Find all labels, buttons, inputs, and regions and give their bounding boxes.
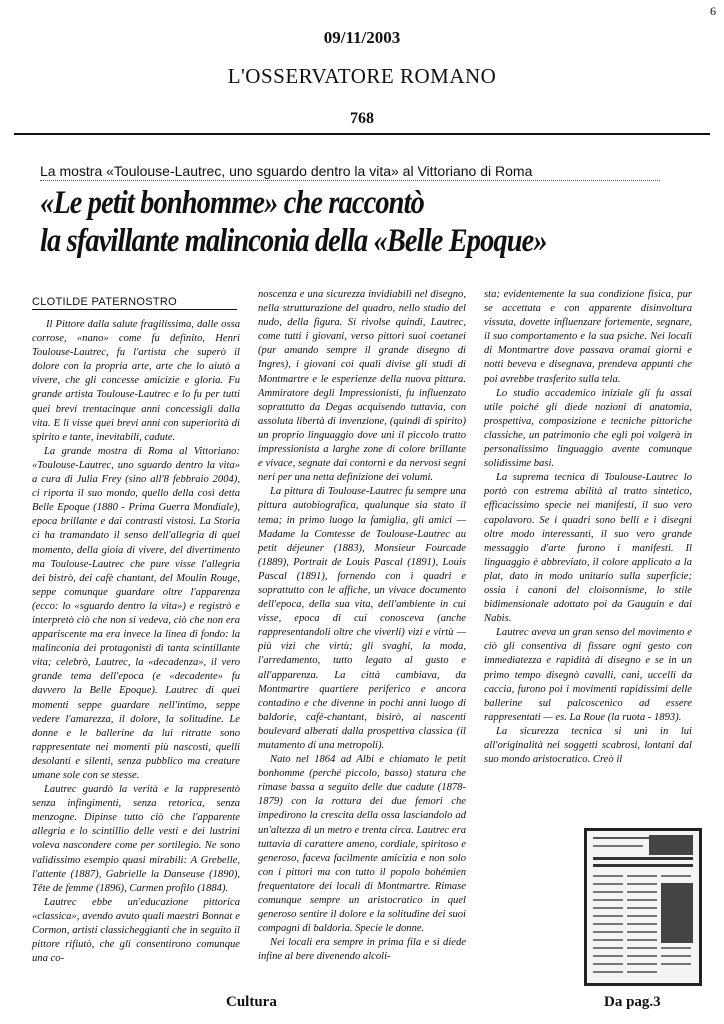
article-byline: CLOTILDE PATERNOSTRO bbox=[32, 296, 237, 310]
paragraph: La suprema tecnica di Toulouse-Lautrec lo portò con estrema abilità al tratto sintetico, efficacissimo specie nei manifesti, il suo vero capolavoro. Se i quadri sono belli e i disegni oltre modo interessanti, il suo vero grande messaggio d'arte furono i manifesti. Il linguaggio è abbreviato, il colore applicato a la plat, dato in modo unitario sulla superficie; ossia i canoni del cloisonnisme, lo stile bidimensionale adottato poi da Gauguin e dai Nabis. bbox=[484, 472, 692, 625]
newspaper-name: L'OSSERVATORE ROMANO bbox=[227, 64, 497, 88]
paragraph: La sicurezza tecnica si unì in lui all'originalità nei soggetti scabrosi, lontani dal suo mondo aristocratico. Creò il bbox=[484, 725, 692, 766]
article-column-1 bbox=[32, 318, 240, 966]
article-column-3 bbox=[484, 288, 692, 767]
page-thumbnail bbox=[584, 828, 702, 986]
section-label: Cultura bbox=[226, 994, 277, 1010]
paragraph: Lautrec aveva un gran senso del movimento e ciò gli consentiva di fissare ogni gesto con immediatezza e rapidità di disegno e se in un primo tempo disegnò cavalli, cani, uccelli da caccia, furono poi i movimenti rapidissimi delle ballerine sul palcoscenico ad essere rappresentati — es. La Roue (la ruota - 1893). bbox=[484, 627, 692, 723]
paragraph: Lautrec ebbe un'educazione pittorica «classica», avendo avuto quali maestri Bonnat e Cormon, artisti classicheggianti che in seguito il pittore rifiutò, che gli consentirono comunque una co- bbox=[32, 896, 240, 965]
continued-from-page: Da pag.3 bbox=[604, 994, 661, 1010]
page-number: 6 bbox=[710, 4, 716, 18]
headline-line-1: «Le petit bonhomme» che raccontò bbox=[40, 185, 424, 221]
article-headline bbox=[40, 184, 702, 260]
paragraph: Nato nel 1864 ad Albi e chiamato le petit bonhomme (perché piccolo, basso) statura che rimase bassa a seguito delle due cadute (1878-1879) con la rottura dei due femori che impedirono la crescita della ossa lasciandolo ad un'altezza di un metro e trenta circa. Lautrec era tuttavia di carattere ameno, cordiale, spiritoso e generoso, faceva facilmente amicizia e non solo con i pittori ma con tutto il popolo bohémien frequentatore dei locali di Montmartre. Rimase comunque sempre un aristocratico in quel generoso sentire il dolore e la solitudine dei suoi compagni di baldoria. Specie le donne. bbox=[258, 754, 466, 935]
issue-number: 768 bbox=[350, 110, 374, 127]
headline-line-2: la sfavillante malinconia della «Belle Epoque» bbox=[40, 223, 547, 259]
issue-date: 09/11/2003 bbox=[323, 28, 401, 47]
paragraph: sta; evidentemente la sua condizione fisica, pur se accettata e con apparente disinvoltura vissuta, dovette influenzare fortemente, segnare, il suo comportamento e la sua psiche. Nei locali di Montmartre dove passava oramai giorni e notti beveva e disegnava, prendeva appunti che poi avrebbe trasferito sulla tela. bbox=[484, 289, 692, 385]
article-kicker: La mostra «Toulouse-Lautrec, uno sguardo dentro la vita» al Vittoriano di Roma bbox=[40, 163, 660, 181]
paragraph: Il Pittore dalla salute fragilissima, dalle ossa corrose, «nano» come fu definito, Henri Toulouse-Lautrec, fu l'artista che superò il dolore con la propria arte, arte che lo aiutò a vivere, che gli concesse amicizie e gloria. Fu grande artista Toulouse-Lautrec e lo fu per tutti quei brevi trentacinque anni concessigli dalla vita. E li visse quei brevi anni con superiorità di spirito e tante, inevitabili, cadute. bbox=[32, 319, 240, 443]
paragraph: La grande mostra di Roma al Vittoriano: «Toulouse-Lautrec, uno sguardo dentro la vita» a cura di Julia Frey (sino all'8 febbraio 2004), ci riporta il suo mondo, quello della così detta Belle Epoque (1880 - Prima Guerra Mondiale), epoca brillante e dai contrasti vistosi. La Storia ci ha tramandato il senso dell'allegria di quel momento, della gioia di vivere, del divertimento ma Toulouse-Lautrec che pure visse l'allegria dei bistrò, dei cafè chantant, del Moulin Rouge, seppe comunque guardare oltre l'apparenza (ecco: lo «sguardo dentro la vita») e registrò e interpretò ciò che non si vedeva, ciò che non era appariscente ma era invece la linea di fondo: la malinconia dei protagonisti di tanta scintillante vita; celebrò, Lautrec, la «decadenza», il vero grande tema dell'epoca (e «decadente» fu davvero la Belle Epoque). Lautrec di quei momenti seppe guardare nell'intimo, seppe vedere l'amarezza, il dolore, la solitudine. Le donne e le ballerine da lui ritratte sono rappresentate nei momenti più nascosti, quelli desolanti e silenti, senza pubblico ma creature umane sole con se stesse. bbox=[32, 445, 240, 781]
article-column-2 bbox=[258, 288, 466, 965]
paragraph: noscenza e una sicurezza invidiabili nel disegno, nella strutturazione del quadro, nello studio del nudo, della figura. Si rivolse quindi, Lautrec, come tutti i giovani, verso pittori suoi coetanei (pur amando sempre il grande disegno di Ingres), i giovani coi quali divise gli studi di Montmartre e le esperienze della nuova pittura. Ammiratore degli Impressionisti, fu influenzato soprattutto da Degas acquisendo tuttavia, con assoluta libertà di invenzione, (quindi di spirito) un proprio linguaggio dove uni il piccolo tratto impressionista a larghe zone di colore brillante e vivace, segnate dai contorni e da nervosi segni neri per una netta definizione dei volumi. bbox=[258, 289, 466, 484]
thumbnail-page-image bbox=[587, 831, 699, 983]
paragraph: Nei locali era sempre in prima fila e si diede infine al bere divenendo alcoli- bbox=[258, 937, 466, 963]
paragraph: La pittura di Toulouse-Lautrec fu sempre una pittura autobiografica, qualunque sia stato il tema; in primo luogo la famiglia, gli amici — Madame la Comtesse de Toulouse-Lautrec au petit déjeuner (1883), Monsieur Fourcade (1889), Portrait de Louis Pascal (1891), Louis Pascal (1891), fornendo con i quadri e soprattutto con le affiche, un vivace documento dell'epoca, della sua vita, dell'ambiente in cui visse, epoca di cui conosceva (anche rappresentandoli oltre che viverli) vizi e virtù — più vizi che virtù; gli svaghi, la moda, l'arredamento, tutto legato al gusto e all'apparenza. La città cambiava, da Montmartre quartiere periferico e ancora contadino e che divenne in pochi anni luogo di baldorie, cafè-chantant, bisirò, ai nascenti boulevard alberati dalla prospettiva classica (il mutamento di una metropoli). bbox=[258, 486, 466, 751]
paragraph: Lautrec guardò la verità e la rappresentò senza infingimenti, senza retorica, senza menzogne. Dipinse tutto ciò che l'apparente allegria e lo scintillio delle vesti e dei lustrini voleva nascondere come per sortilegio. Ne sono validissimo esempio quasi mirabili: A Grebelle, l'attente (1887), Gabrielle la Danseuse (1890), Tête de femme (1896), Carmen profilo (1884). bbox=[32, 784, 240, 894]
paragraph: Lo studio accademico iniziale gli fu assai utile poiché gli diede nozioni di anatomia, prospettiva, composizione e tecniche pittoriche classiche, un patrimonio che egli poi volgerà in personalissimo linguaggio avente comunque solidissime basi. bbox=[484, 387, 692, 470]
header-rule bbox=[14, 133, 710, 135]
